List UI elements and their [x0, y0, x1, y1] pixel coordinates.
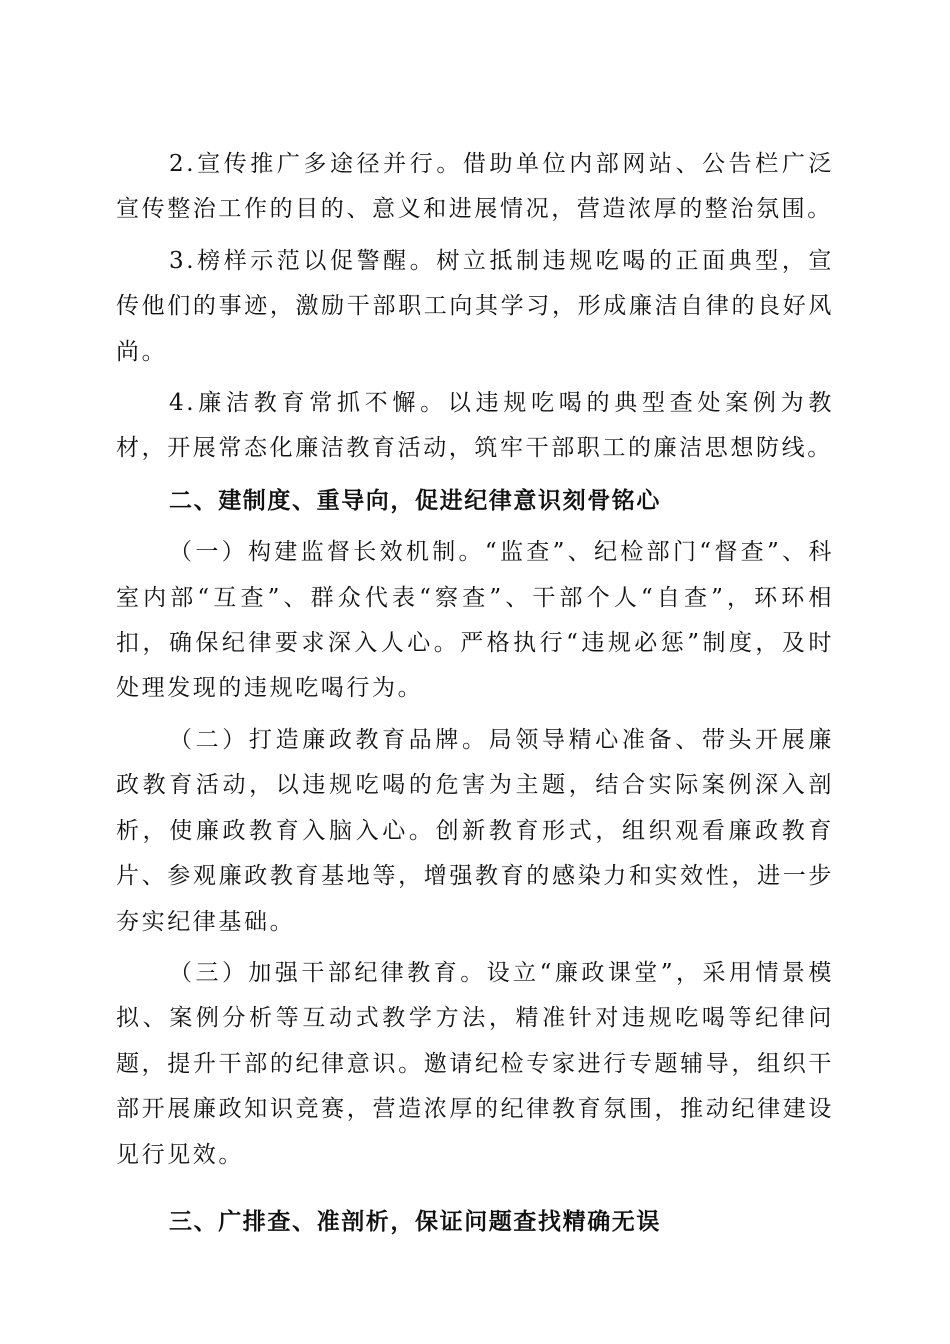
paragraph-supervision-mechanism: （一）构建监督长效机制。“监查”、纪检部门“督查”、科室内部“互查”、群众代表“察查”、干部个人“自查”，环环相扣，确保纪律要求深入人心。严格执行“违规必惩”制度，及时处理发现的违规吃喝行为。 — [116, 539, 834, 702]
document-body — [116, 142, 834, 1245]
section-heading-3: 三、广排查、准剖析，保证问题查找精确无误 — [169, 1208, 661, 1235]
paragraph-education-brand: （二）打造廉政教育品牌。局领导精心准备、带头开展廉政教育活动，以违规吃喝的危害为主题，结合实际案例深入剖析，使廉政教育入脑入心。创新教育形式，组织观看廉政教育片、参观廉政教育基地等，增强教育的感染力和实效性，进一步夯实纪律基础。 — [116, 726, 834, 935]
paragraph-role-models: 3.榜样示范以促警醒。树立抵制违规吃喝的正面典型，宣传他们的事迹，激励干部职工向其学习，形成廉洁自律的良好风尚。 — [116, 247, 834, 365]
paragraph-integrity-education: 4.廉洁教育常抓不懈。以违规吃喝的典型查处案例为教材，开展常态化廉洁教育活动，筑牢干部职工的廉洁思想防线。 — [116, 390, 834, 462]
paragraph-discipline-education: （三）加强干部纪律教育。设立“廉政课堂”，采用情景模拟、案例分析等互动式教学方法，精准针对违规吃喝等纪律问题，提升干部的纪律意识。邀请纪检专家进行专题辅导，组织干部开展廉政知识竞赛，营造浓厚的纪律教育氛围，推动纪律建设见行见效。 — [116, 959, 834, 1168]
section-heading-2: 二、建制度、重导向，促进纪律意识刻骨铭心 — [169, 487, 661, 514]
paragraph-publicity: 2.宣传推广多途径并行。借助单位内部网站、公告栏广泛宣传整治工作的目的、意义和进展情况，营造浓厚的整治氛围。 — [116, 151, 834, 223]
